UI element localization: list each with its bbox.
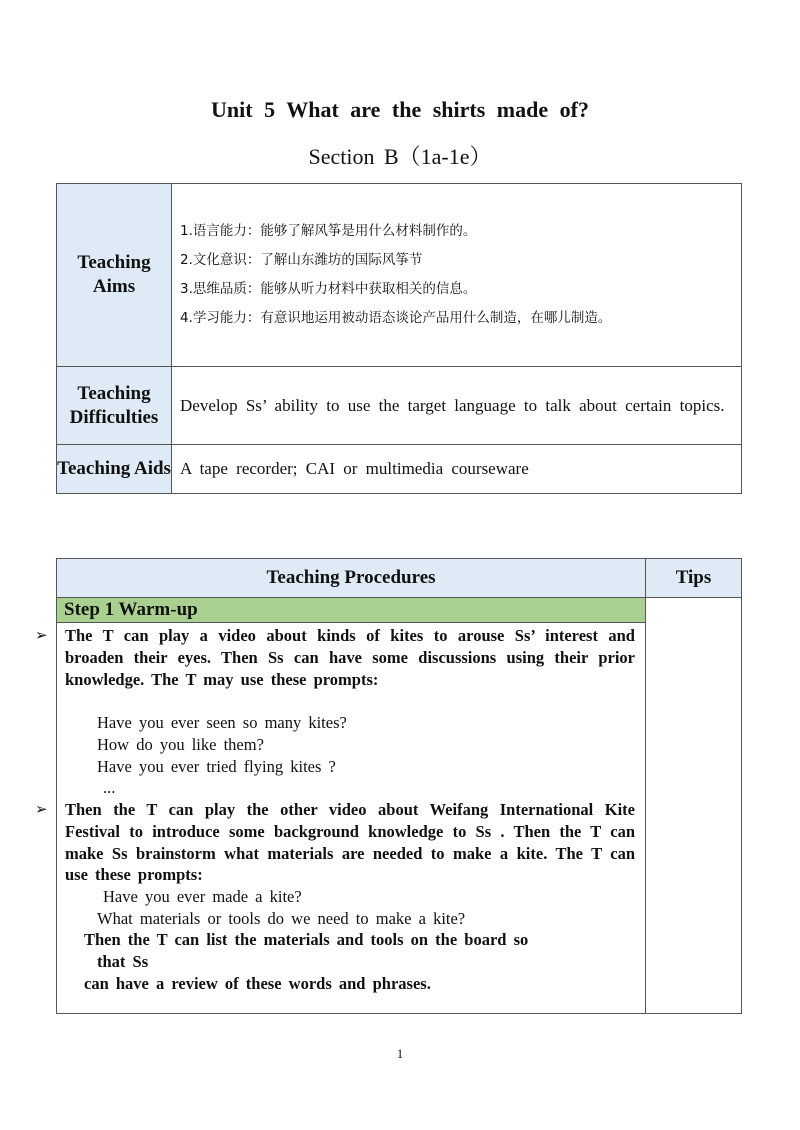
procedures-header-row: [57, 559, 742, 598]
aims-item: 2.文化意识：了解山东潍坊的国际风筝节: [180, 252, 423, 268]
aims-row: [57, 184, 742, 367]
procedures-header: Teaching Procedures: [57, 559, 646, 598]
aims-item: 4.学习能力：有意识地运用被动语态谈论产品用什么制造，在哪儿制造。: [180, 310, 612, 326]
procedures-table: [35, 558, 742, 1014]
procedures-body: [35, 598, 646, 1014]
page-subtitle: Section B（1a-1e）: [308, 144, 492, 169]
aids-text: A tape recorder; CAI or multimedia courseware: [180, 459, 529, 478]
prompt-line: What materials or tools do we need to make a kite?: [97, 909, 466, 928]
teaching-info-table: [56, 183, 742, 494]
page-number: 1: [396, 1046, 404, 1061]
aims-item: 3.思维品质：能够从听力材料中获取相关的信息。: [180, 281, 477, 297]
aims-list: [180, 217, 733, 333]
paragraph-3-line: Then the T can list the materials and tools on the board so: [84, 930, 529, 949]
procedures-body-row: [57, 598, 742, 1014]
aims-label: Teaching Aims: [57, 184, 172, 367]
page-title: Unit 5 What are the shirts made of?: [211, 97, 589, 122]
prompt-line: Have you ever tried flying kites ?: [97, 757, 336, 776]
aids-row: [57, 445, 742, 494]
difficulties-text: Develop Ss’ ability to use the target language to talk about certain topics.: [180, 395, 725, 415]
prompt-line: Have you ever seen so many kites?: [97, 713, 347, 732]
aims-item: 1.语言能力：能够了解风筝是用什么材料制作的。: [180, 223, 477, 239]
aids-content: [172, 445, 742, 494]
prompt-ellipsis: ...: [103, 778, 116, 797]
paragraph-3-line: can have a review of these words and phrases.: [84, 974, 431, 993]
paragraph-2: Then the T can play the other video about Weifang International Kite Festival to introduce some background knowledge to Ss . Then the T can make Ss brainstorm what materials are needed to make a kite. The T can use these prompts:: [65, 800, 635, 885]
prompt-line: Have you ever made a kite?: [103, 887, 302, 906]
difficulties-label: Teaching Difficulties: [57, 367, 172, 445]
tips-cell: [646, 598, 742, 1014]
step-title: Step 1 Warm-up: [57, 598, 645, 623]
aims-content: [172, 184, 742, 367]
tips-header: Tips: [646, 559, 742, 598]
difficulties-content: [172, 367, 742, 445]
prompt-line: How do you like them?: [97, 735, 264, 754]
difficulties-row: [57, 367, 742, 445]
bullet-arrow-icon: ➢: [35, 800, 48, 818]
step-content: [35, 623, 645, 1013]
aids-label: Teaching Aids: [57, 445, 172, 494]
paragraph-1: The T can play a video about kinds of kites to arouse Ss’ interest and broaden their eyes. Then Ss can have some discussions using their prior knowledge. The T may use these prompts:: [65, 626, 635, 689]
paragraph-3-line: that Ss: [97, 952, 149, 971]
bullet-arrow-icon: ➢: [35, 626, 48, 644]
